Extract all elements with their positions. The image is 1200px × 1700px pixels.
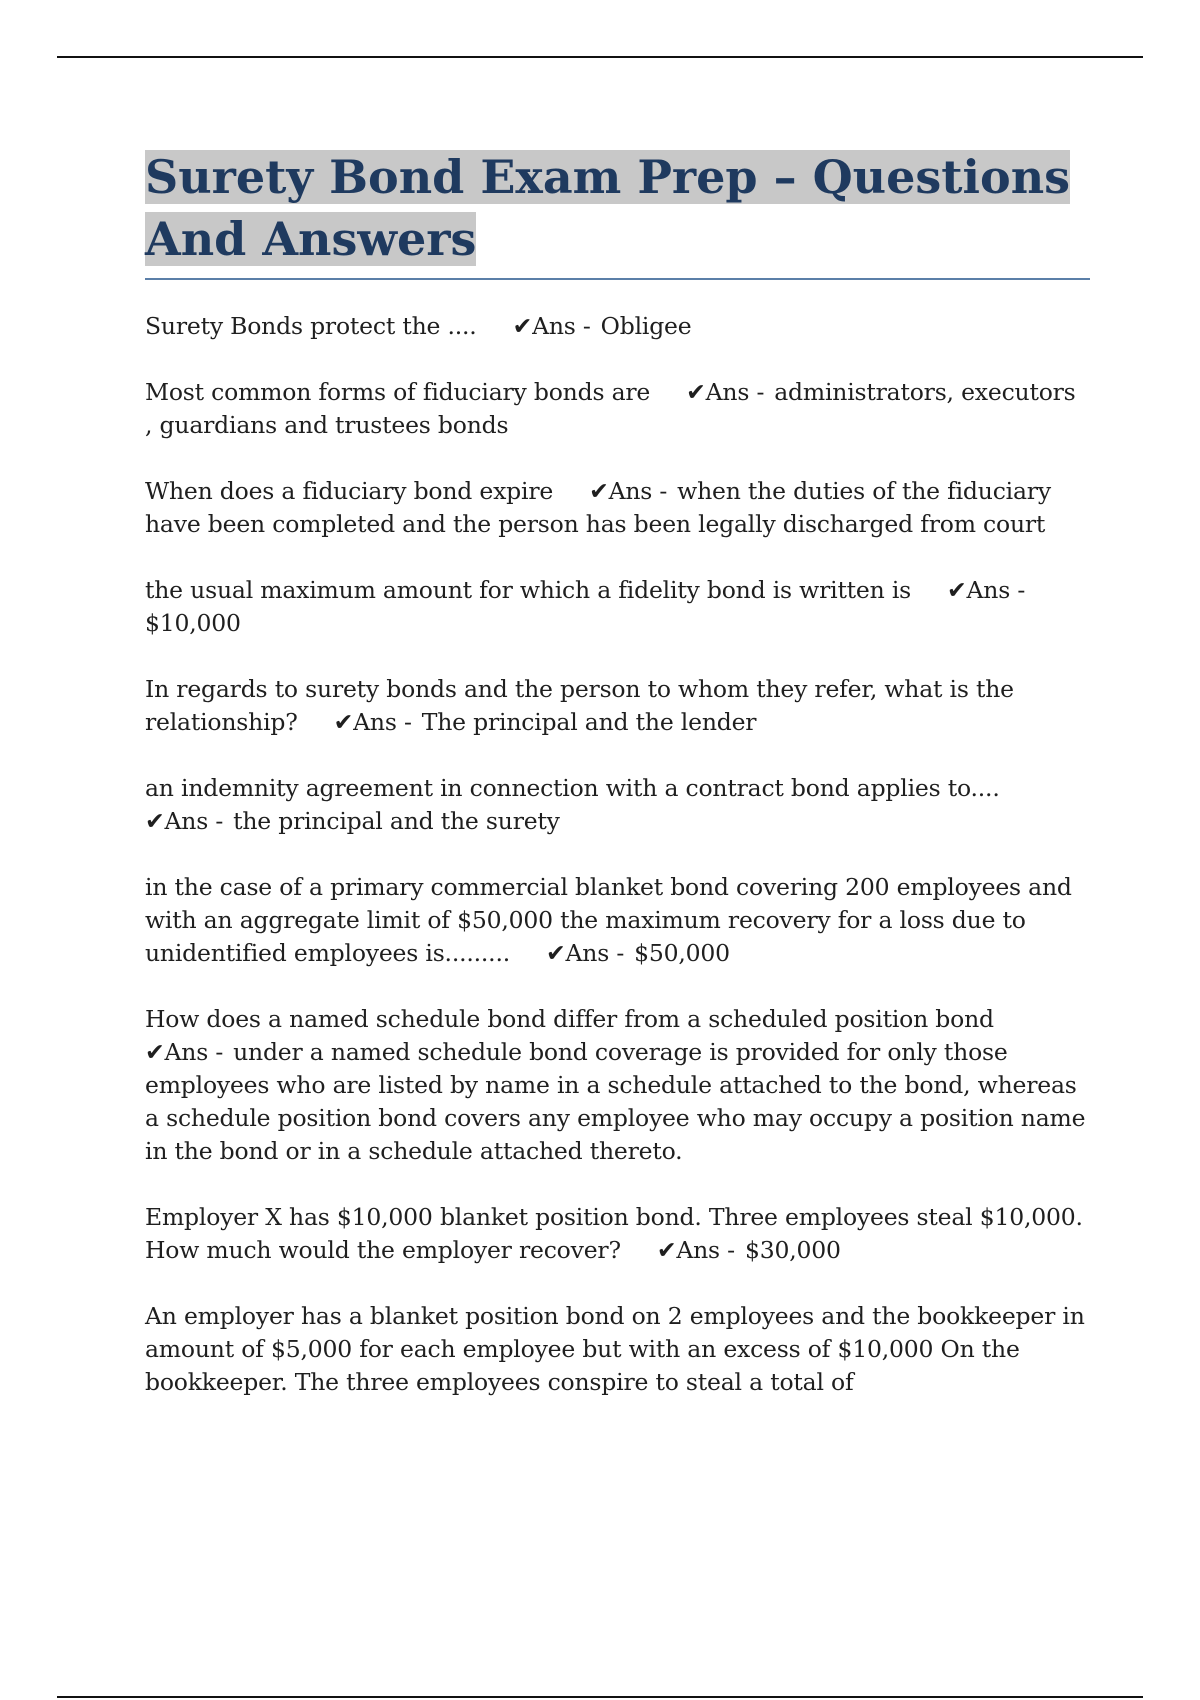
qa-item	[145, 772, 1090, 838]
answer-marker: ✔Ans -	[512, 312, 591, 340]
qa-item	[145, 871, 1090, 970]
document-title: Surety Bond Exam Prep – Questions And Answers	[145, 150, 1071, 266]
question-text: Employer X has $10,000 blanket position bond. Three employees steal $10,000. How much would the employer recover?	[145, 1203, 1083, 1264]
qa-item	[145, 673, 1090, 739]
answer-marker: ✔Ans -	[546, 939, 625, 967]
document-body	[145, 146, 1090, 1432]
answer-text: $30,000	[744, 1236, 841, 1264]
qa-list	[145, 310, 1090, 1267]
top-rule	[57, 56, 1143, 58]
answer-text: Obligee	[600, 312, 692, 340]
bottom-rule	[57, 1696, 1143, 1698]
answer-marker: ✔Ans -	[656, 1236, 735, 1264]
qa-item	[145, 1003, 1090, 1168]
title-underline	[145, 278, 1090, 280]
qa-item	[145, 1201, 1090, 1267]
qa-item	[145, 376, 1090, 442]
question-text: Most common forms of fiduciary bonds are	[145, 378, 651, 406]
answer-text: The principal and the lender	[421, 708, 757, 736]
question-text: How does a named schedule bond differ from a scheduled position bond	[145, 1005, 994, 1033]
partial-question: An employer has a blanket position bond on 2 employees and the bookkeeper in amount of $5,000 for each employee but with an excess of $10,000 On the bookkeeper. The three employees conspire to steal a total of	[145, 1302, 1085, 1396]
qa-item	[145, 574, 1090, 640]
answer-marker: ✔Ans -	[145, 1038, 224, 1066]
question-text: the usual maximum amount for which a fidelity bond is written is	[145, 576, 912, 604]
answer-text: $10,000	[145, 609, 241, 637]
answer-marker: ✔Ans -	[333, 708, 412, 736]
answer-text: when the duties of the fiduciary have been completed and the person has been legally discharged from court	[145, 477, 1051, 538]
question-text: an indemnity agreement in connection with a contract bond applies to....	[145, 774, 1000, 802]
answer-marker: ✔Ans -	[947, 576, 1026, 604]
qa-item	[145, 310, 1090, 343]
answer-text: under a named schedule bond coverage is provided for only those employees who are listed by name in a schedule attached to the bond, whereas a schedule position bond covers any employee who may occupy a position name in the bond or in a schedule attached thereto.	[145, 1038, 1086, 1165]
answer-marker: ✔Ans -	[589, 477, 668, 505]
answer-marker: ✔Ans -	[145, 807, 224, 835]
answer-text: the principal and the surety	[233, 807, 560, 835]
question-text: When does a fiduciary bond expire	[145, 477, 554, 505]
answer-marker: ✔Ans -	[686, 378, 765, 406]
question-text: Surety Bonds protect the ....	[145, 312, 477, 340]
question-text: in the case of a primary commercial blanket bond covering 200 employees and with an aggregate limit of $50,000 the maximum recovery for a loss due to unidentified employees is.........	[145, 873, 1072, 967]
answer-text: $50,000	[634, 939, 730, 967]
answer-text: administrators, executors , guardians and trustees bonds	[145, 378, 1076, 439]
qa-item	[145, 475, 1090, 541]
question-text: In regards to surety bonds and the person to whom they refer, what is the relationship?	[145, 675, 1014, 736]
